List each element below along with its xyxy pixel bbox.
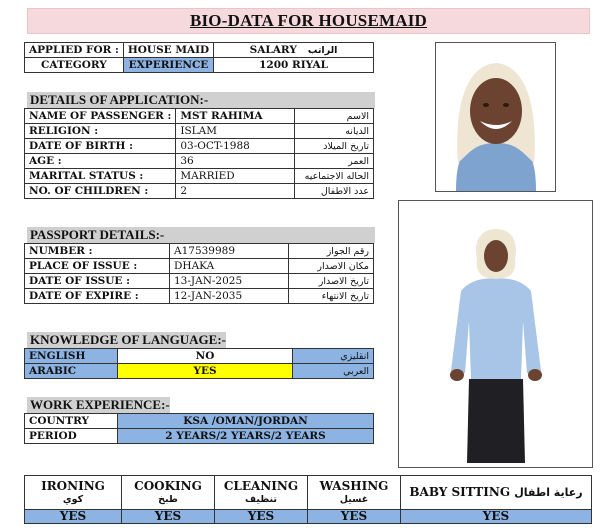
skill-arabic: غسيل bbox=[339, 493, 369, 505]
row-arabic: تاريخ الميلاد bbox=[295, 139, 374, 154]
row-arabic: الديانه bbox=[295, 124, 374, 139]
skill-header bbox=[215, 476, 308, 510]
row-arabic: العمر bbox=[295, 154, 374, 169]
row-arabic: رقم الجواز bbox=[289, 244, 374, 259]
applied-for-table bbox=[24, 42, 374, 73]
row-value: MARRIED bbox=[176, 169, 295, 184]
row-label: DATE OF BIRTH : bbox=[25, 139, 176, 154]
language-value: NO bbox=[118, 349, 293, 364]
passport-table bbox=[24, 243, 374, 304]
row-label: MARITAL STATUS : bbox=[25, 169, 176, 184]
skill-name: CLEANING bbox=[223, 478, 299, 493]
table-row bbox=[25, 139, 374, 154]
language-arabic: انقليزي bbox=[293, 349, 374, 364]
experience-label: COUNTRY bbox=[25, 414, 118, 429]
skill-value: YES bbox=[25, 510, 122, 524]
skill-value: YES bbox=[308, 510, 401, 524]
row-label: DATE OF EXPIRE : bbox=[25, 289, 170, 304]
row-label: DATE OF ISSUE : bbox=[25, 274, 170, 289]
skill-name: WASHING bbox=[319, 478, 389, 493]
salary-arabic: الراتب bbox=[307, 44, 338, 56]
language-arabic: العربي bbox=[293, 364, 374, 379]
row-value: MST RAHIMA bbox=[176, 109, 295, 124]
full-body-illustration bbox=[399, 201, 592, 467]
experience-heading: WORK EXPERIENCE:- bbox=[27, 397, 170, 413]
salary-label-cell bbox=[214, 43, 374, 58]
skill-header bbox=[401, 476, 592, 510]
table-row bbox=[25, 274, 374, 289]
table-row bbox=[25, 244, 374, 259]
row-value: DHAKA bbox=[170, 259, 289, 274]
row-arabic: الحاله الاجتماعيه bbox=[295, 169, 374, 184]
portrait-photo bbox=[435, 42, 556, 192]
experience-table bbox=[24, 413, 374, 444]
experience-value: 2 YEARS/2 YEARS/2 YEARS bbox=[118, 429, 374, 444]
row-value: A17539989 bbox=[170, 244, 289, 259]
language-value: YES bbox=[118, 364, 293, 379]
page-title: BIO-DATA FOR HOUSEMAID bbox=[189, 11, 428, 30]
row-value: ISLAM bbox=[176, 124, 295, 139]
skill-value: YES bbox=[215, 510, 308, 524]
table-row bbox=[25, 349, 374, 364]
full-body-photo bbox=[398, 200, 593, 468]
skill-name: BABY SITTING bbox=[409, 485, 511, 499]
row-value: 12-JAN-2035 bbox=[170, 289, 289, 304]
row-label: RELIGION : bbox=[25, 124, 176, 139]
skill-name: COOKING bbox=[134, 478, 202, 493]
title-bar bbox=[27, 8, 590, 34]
skill-arabic: كوي bbox=[62, 493, 84, 505]
language-label: ARABIC bbox=[25, 364, 118, 379]
skill-value: YES bbox=[401, 510, 592, 524]
passport-heading: PASSPORT DETAILS:- bbox=[27, 227, 375, 243]
table-row bbox=[25, 184, 374, 199]
row-label: NO. OF CHILDREN : bbox=[25, 184, 176, 199]
row-arabic: الاسم bbox=[295, 109, 374, 124]
application-heading: DETAILS OF APPLICATION:- bbox=[27, 92, 375, 108]
language-table bbox=[24, 348, 374, 379]
row-arabic: مكان الاصدار bbox=[289, 259, 374, 274]
table-row bbox=[25, 289, 374, 304]
applied-for-value: HOUSE MAID bbox=[123, 43, 213, 58]
skill-arabic: طبخ bbox=[158, 493, 178, 505]
row-value: 03-OCT-1988 bbox=[176, 139, 295, 154]
language-heading: KNOWLEDGE OF LANGUAGE:- bbox=[27, 332, 226, 348]
row-arabic: عدد الاطفال bbox=[295, 184, 374, 199]
row-label: NAME OF PASSENGER : bbox=[25, 109, 176, 124]
skill-header bbox=[122, 476, 215, 510]
application-table bbox=[24, 108, 374, 199]
category-value: EXPERIENCE bbox=[123, 58, 213, 73]
skill-arabic: تنظيف bbox=[245, 493, 277, 505]
skill-header bbox=[308, 476, 401, 510]
table-row bbox=[25, 109, 374, 124]
portrait-illustration bbox=[436, 43, 555, 191]
experience-label: PERIOD bbox=[25, 429, 118, 444]
skill-arabic: رعاية اطفال bbox=[514, 486, 583, 499]
table-row bbox=[25, 364, 374, 379]
row-label: PLACE OF ISSUE : bbox=[25, 259, 170, 274]
table-row bbox=[25, 429, 374, 444]
row-arabic: تاريخ الاصدار bbox=[289, 274, 374, 289]
table-row bbox=[25, 154, 374, 169]
row-label: NUMBER : bbox=[25, 244, 170, 259]
language-label: ENGLISH bbox=[25, 349, 118, 364]
applied-for-label: APPLIED FOR : bbox=[25, 43, 124, 58]
row-value: 36 bbox=[176, 154, 295, 169]
skill-header bbox=[25, 476, 122, 510]
category-label: CATEGORY bbox=[25, 58, 124, 73]
salary-value: 1200 RIYAL bbox=[214, 58, 374, 73]
table-row bbox=[25, 414, 374, 429]
table-row bbox=[25, 124, 374, 139]
row-arabic: تاريخ الانتهاء bbox=[289, 289, 374, 304]
experience-value: KSA /OMAN/JORDAN bbox=[118, 414, 374, 429]
skill-value: YES bbox=[122, 510, 215, 524]
row-value: 2 bbox=[176, 184, 295, 199]
table-row bbox=[25, 259, 374, 274]
table-row bbox=[25, 169, 374, 184]
row-value: 13-JAN-2025 bbox=[170, 274, 289, 289]
row-label: AGE : bbox=[25, 154, 176, 169]
skills-table bbox=[24, 475, 592, 524]
salary-label: SALARY bbox=[249, 43, 297, 56]
skill-name: IRONING bbox=[41, 478, 105, 493]
